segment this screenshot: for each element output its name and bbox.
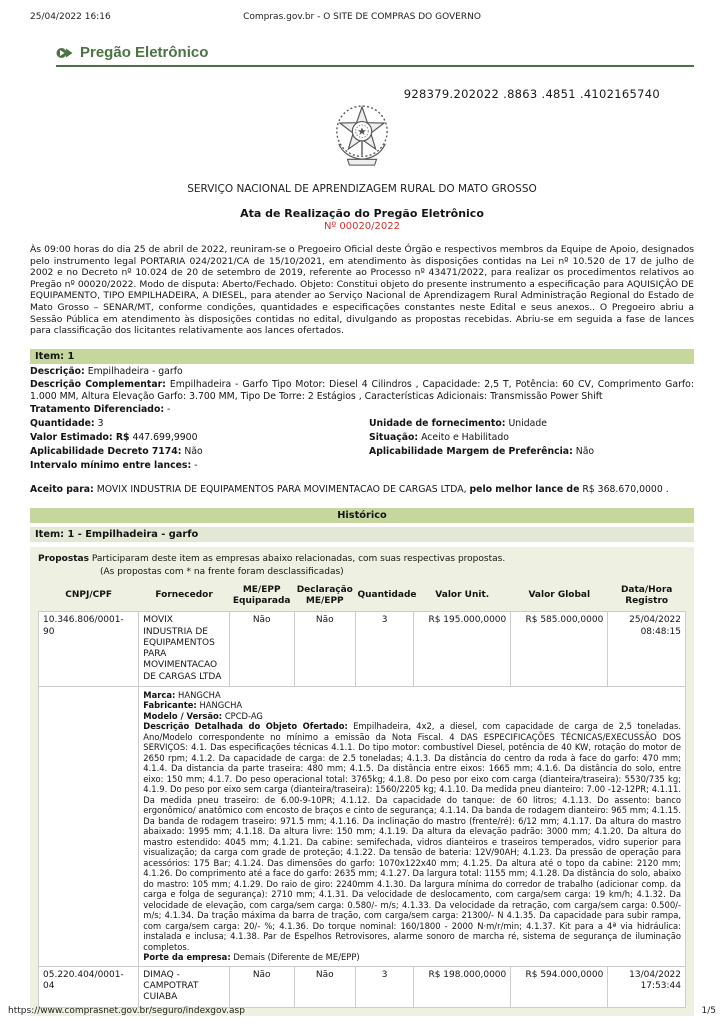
col-header-valor-global: Valor Global <box>528 590 591 601</box>
propostas-table <box>38 582 686 1008</box>
pregao-title: Pregão Eletrônico <box>80 44 209 61</box>
cell-declaracao: Não <box>294 612 355 687</box>
print-header <box>30 12 694 22</box>
cell-valor-unit: R$ 198.000,0000 <box>414 966 511 1007</box>
propostas-panel <box>30 547 694 1015</box>
doc-title: Ata de Realização do Pregão Eletrônico <box>240 207 484 220</box>
detail-cell <box>139 686 686 966</box>
intro-paragraph: Às 09:00 horas do dia 25 de abril de 2022, reuniram-se o Pregoeiro Oficial deste Órgão e respectivos membros da Equipe de Apoio, designados pelo instrumento legal PORTARIA 024/2021/CA de 15/10/2021, em atendimento às disposições contidas na Lei nº 10.520 de 17 de julho de 2002 e no Decreto nº 10.024 de 20 de setembro de 2019, referente ao Processo nº 43471/2022, para realizar os procedimentos relativos ao Pregão nº 00020/2022. Modo de disputa: Aberto/Fechado. Objeto: Constitui objeto do presente instrumento a especificação para AQUISIÇÃO DE EQUIPAMENTO, TIPO EMPILHADEIRA, A DIESEL, para atender ao Serviço Nacional de Aprendizagem Rural Administração Regional do Estado de Mato Grosso – SENAR/MT, conforme condições, quantidades e especificações constantes neste Edital e seus anexos.. O Pregoeiro abriu a Sessão Pública em atendimento às disposições contidas no edital, divulgando as propostas recebidas. Abriu-se em seguida a fase de lances para classificação dos licitantes relativamente aos lances ofertados. <box>30 244 694 337</box>
propostas-text: Participaram deste item as empresas abaixo relacionadas, com suas respectivas propostas. <box>91 554 506 565</box>
print-title: Compras.gov.br - O SITE DE COMPRAS DO GOVERNO <box>243 12 481 22</box>
cell-me-epp: Não <box>229 966 294 1007</box>
col-header-declaracao: Declaração ME/EPP <box>296 584 353 606</box>
cell-fornecedor: DIMAQ - CAMPOTRAT CUIABA <box>139 966 230 1007</box>
aceito-para-line: Aceito para: MOVIX INDUSTRIA DE EQUIPAMENTOS PARA MOVIMENTACAO DE CARGAS LTDA, pelo melhor lance de R$ 368.670,0000 . <box>30 484 669 496</box>
item-fields <box>30 366 694 474</box>
col-header-valor-unit: Valor Unit. <box>435 590 490 601</box>
detail-marca: Marca: HANGCHA <box>143 689 221 700</box>
table-row <box>39 966 686 1007</box>
brazil-coat-of-arms-icon <box>30 105 694 175</box>
footer-url: https://www.comprasnet.gov.br/seguro/indexgov.asp <box>8 1006 245 1016</box>
field-descricao: Descrição: Empilhadeira - garfo <box>30 365 183 377</box>
field-tratamento-diferenciado: Tratamento Diferenciado: - <box>30 403 171 415</box>
col-header-cnpj: CNPJ/CPF <box>65 590 112 601</box>
historico-bar: Histórico <box>30 508 694 523</box>
print-footer <box>8 1006 716 1016</box>
detail-porte: Porte da empresa: Demais (Diferente de ME/EPP) <box>143 952 360 963</box>
cell-fornecedor: MOVIX INDUSTRIA DE EQUIPAMENTOS PARA MOVIMENTACAO DE CARGAS LTDA <box>139 612 230 687</box>
cell-cnpj: 10.346.806/0001-90 <box>39 612 139 687</box>
col-header-me-epp: ME/EPP Equiparada <box>232 584 291 606</box>
cell-declaracao: Não <box>294 966 355 1007</box>
cell-valor-unit: R$ 195.000,0000 <box>414 612 511 687</box>
cell-data-registro: 13/04/2022 17:53:44 <box>608 966 686 1007</box>
table-detail-row <box>39 686 686 966</box>
field-margem-preferencia: Aplicabilidade Margem de Preferência: Não <box>369 446 595 458</box>
historico-item-bar: Item: 1 - Empilhadeira - garfo <box>30 527 694 542</box>
item-fields-grid <box>30 417 694 473</box>
propostas-header: Propostas Participaram deste item as empresas abaixo relacionadas, com suas respectivas propostas. (As propostas com * na frente foram desclassificadas) <box>38 553 686 577</box>
cell-me-epp: Não <box>229 612 294 687</box>
field-unidade-fornecimento: Unidade de fornecimento: Unidade <box>369 418 547 430</box>
pregao-arrow-icon <box>56 46 74 60</box>
pregao-banner <box>56 44 694 67</box>
field-empty <box>369 460 694 472</box>
col-header-data-registro: Data/Hora Registro <box>620 584 673 606</box>
detail-descricao: Descrição Detalhada do Objeto Ofertado: Empilhadeira, 4x2, a diesel, com capacidade de carga de 2,5 toneladas. Ano/Modelo correspondente no mínimo a emissão da Nota Fiscal. 4 DAS ESPECIFICAÇÕES TÉCNICAS/EXECUSSÃO DOS SERVIÇOS: 4.1. Das especificações técnicas 4.1.1. Do tipo motor: combustível Diesel, potência de 40 KW, rotação do motor de 2650 rpm; 4.1.2. Da capacidade de carga: de 2.5 toneladas; 4.1.3. Da distância do centro da roda à face do garfo: 470 mm; 4.1.4. Da distancia da parte traseira: 480 mm; 4.1.5. Da distância entre eixos: 1665 mm; 4.1.6. Da distância do solo, entre eixo: 150 mm; 4.1.7. Do peso operacional total: 3765kg; 4.1.8. Do peso por eixo com carga (dianteira/traseira): 5530/735 kg; 4.1.9. Do peso por eixo sem carga (dianteira/traseira): 1560/2205 kg; 4.1.10. Da medida pneu dianteiro: 7.00 -12-12PR; 4.1.11. Da medida pneu traseiro: de 6.00-9-10PR; 4.1.12. Da capacidade do tanque: de 60 litros; 4.1.13. Do assento: banco ergonômico/ anatômico com encosto de braços e cinto de segurança; 4.1.14. Da banda de rodagem dianteiro: 965 mm; 4.1.15. Da banda de rodagem traseiro: 971.5 mm; 4.1.16. Da inclinação do mastro (frente/ré): 6/12 mm; 4.1.17. Da altura do mastro abaixado: 1995 mm; 4.1.18. Da altura livre: 150 mm; 4.1.19. Da altura da elevação padrão: 3000 mm; 4.1.20. Da altura do mastro estendido: 4045 mm; 4.1.21. Da cabine: semifechada, vidros dianteiros e traseiros temperados, vidro superior para visualização; da carga com grade de proteção; 4.1.22. Da tensão de bateria: 12V/90AH; 4.1.23. Da pressão de operação para acessórios: 175 Bar; 4.1.24. Das dimensões do garfo: 1070x122x40 mm; 4.1.25. Da altura até o topo da cabine: 2120 mm; 4.1.26. Do comprimento até a face do garfo: 2635 mm; 4.1.27. Da largura total: 1155 mm; 4.1.28. Da distância do solo, abaixo do mastro: 105 mm; 4.1.29. Do raio de giro: 2240mm 4.1.30. Da largura mínima do corredor de trabalho (adicionar comp. da carga e folga de segurança): 2710 mm; 4.1.31. Da velocidade de deslocamento, com carga/sem carga: 19 km/h; 4.1.32. Da velocidade de elevação, com carga/sem carga: 0.580/- m/s; 4.1.33. Da velocidade da retração, com carga/sem carga: 0.500/- m/s; 4.1.34. Da tração máxima da barra de tração, com carga/sem carga: 21300/- N 4.1.35. Da capacidade para subir rampa, com carga/sem carga: 20/- %; 4.1.36. Do torque nominal: 160/1800 - 2000 N·m/r/min; 4.1.37. Kit para a 4ª via hidráulica: instalada e inclusa; 4.1.38. Par de Espelhos Retrovisores, alarme sonoro de marcha ré, sistema de segurança de iluminação completos. <box>143 721 681 952</box>
doc-number: Nº 00020/2022 <box>323 221 400 232</box>
protocol-number: 928379.202022 .8863 .4851 .4102165740 <box>403 87 660 101</box>
field-situacao: Situação: Aceito e Habilitado <box>369 432 509 444</box>
cell-valor-global: R$ 585.000,0000 <box>511 612 608 687</box>
cell-cnpj: 05.220.404/0001-04 <box>39 966 139 1007</box>
col-header-fornecedor: Fornecedor <box>155 590 213 601</box>
field-valor-estimado: Valor Estimado: R$ 447.699,9900 <box>30 432 198 444</box>
cell-quantidade: 3 <box>356 612 414 687</box>
col-header-quantidade: Quantidade <box>357 590 417 601</box>
detail-empty-cell <box>39 686 139 966</box>
table-row <box>39 612 686 687</box>
cell-quantidade: 3 <box>356 966 414 1007</box>
field-aplicabilidade-decreto: Aplicabilidade Decreto 7174: Não <box>30 446 203 458</box>
field-intervalo-lances: Intervalo mínimo entre lances: - <box>30 460 198 472</box>
item-1-bar: Item: 1 <box>30 349 694 364</box>
field-descricao-complementar: Descrição Complementar: Empilhadeira - Garfo Tipo Motor: Diesel 4 Cilindros , Capacidade: 2,5 T, Potência: 60 CV, Comprimento Garfo: 1.000 MM, Altura Elevação Garfo: 3.700 MM, Tipo De Torre: 2 Estágios , Características Adicionais: Transmissão Power Shift <box>30 378 694 402</box>
cell-data-registro: 25/04/2022 08:48:15 <box>608 612 686 687</box>
print-datetime: 25/04/2022 16:16 <box>30 12 111 22</box>
field-quantidade: Quantidade: 3 <box>30 418 104 430</box>
cell-valor-global: R$ 594.000,0000 <box>511 966 608 1007</box>
org-name: SERVIÇO NACIONAL DE APRENDIZAGEM RURAL DO MATO GROSSO <box>187 183 537 195</box>
footer-page-number: 1/5 <box>701 1006 716 1016</box>
detail-fabricante: Fabricante: HANGCHA <box>143 700 243 711</box>
table-header-row <box>39 582 686 612</box>
propostas-note: (As propostas com * na frente foram desclassificadas) <box>100 566 344 577</box>
detail-modelo: Modelo / Versão: CPCD-AG <box>143 710 263 721</box>
print-header-spacer <box>481 12 694 22</box>
